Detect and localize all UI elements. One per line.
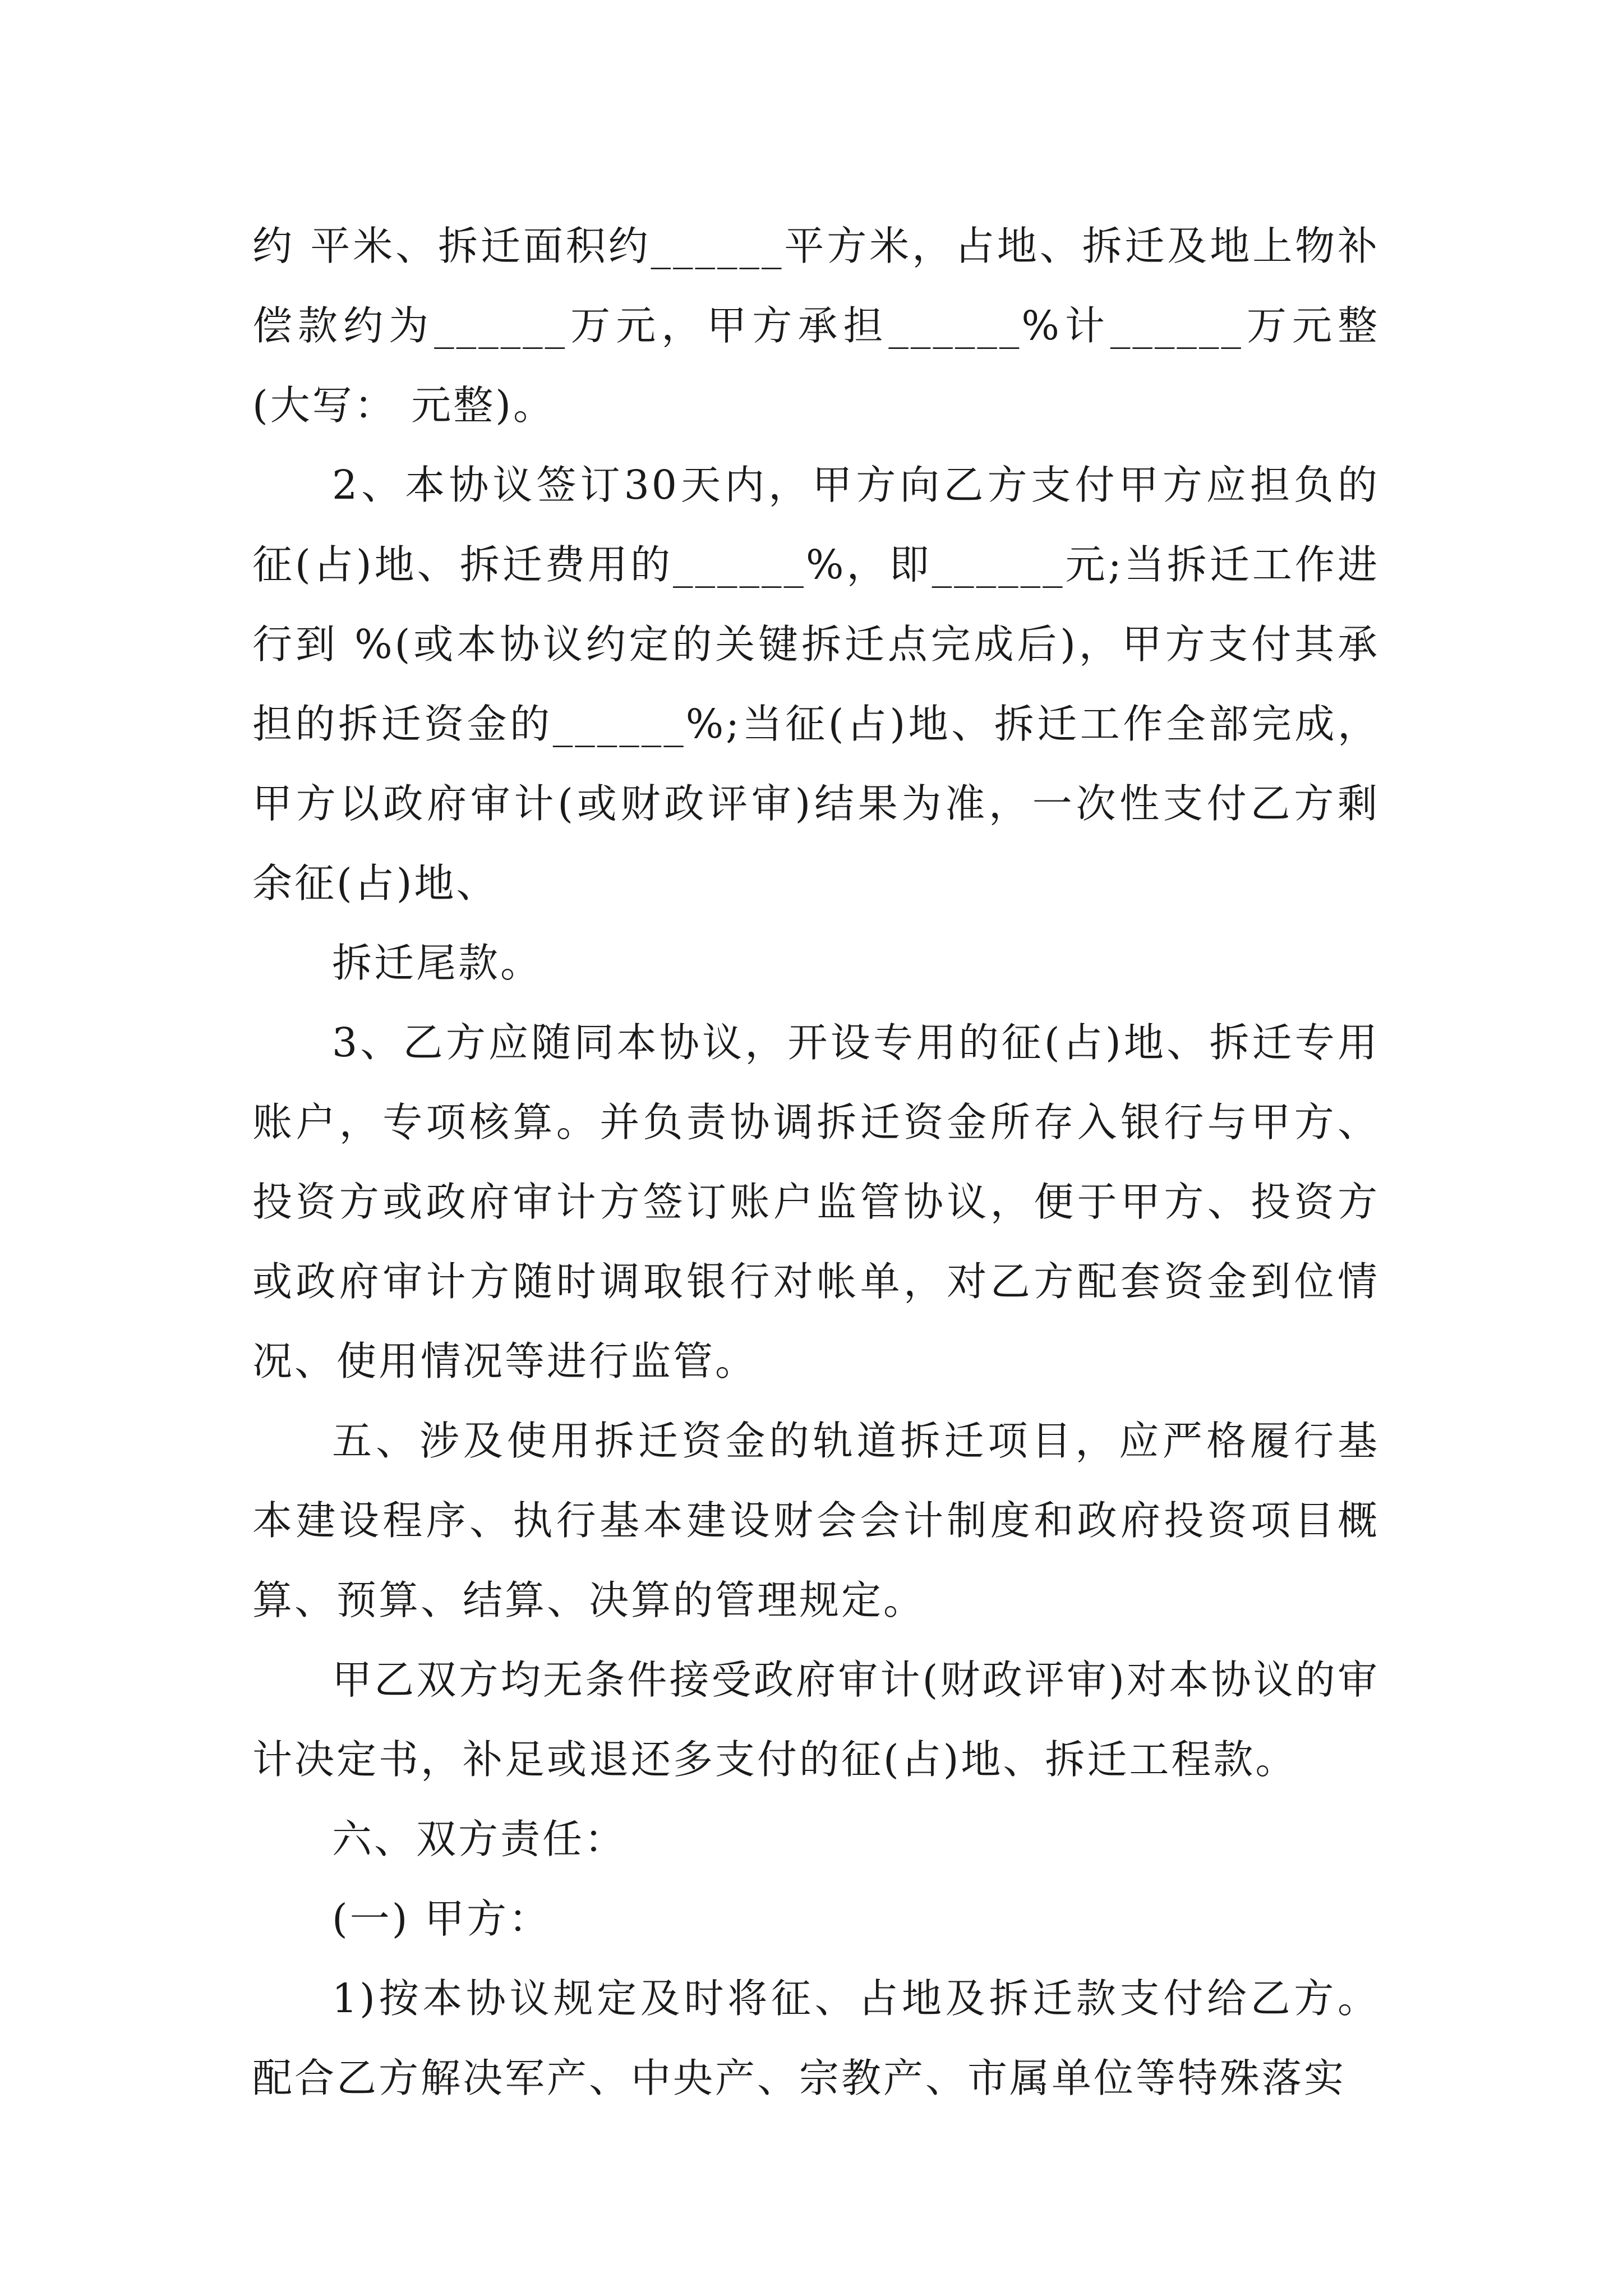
document-body xyxy=(252,206,1380,2118)
paragraph-section-five: 五、涉及使用拆迁资金的轨道拆迁项目，应严格履行基本建设程序、执行基本建设财会会计制度和政府投资项目概算、预算、结算、决算的管理规定。 xyxy=(252,1418,1380,1623)
heading-section-six: 六、双方责任： xyxy=(332,1816,627,1862)
paragraph-party-a-duty-1: 1)按本协议规定及时将征、占地及拆迁款支付给乙方。配合乙方解决军产、中央产、宗教产、市属单位等特殊落实 xyxy=(252,1975,1380,2101)
paragraph-audit-acceptance: 甲乙双方均无条件接受政府审计(财政评审)对本协议的审计决定书，补足或退还多支付的征(占)地、拆迁工程款。 xyxy=(252,1657,1380,1783)
heading-party-a: (一) 甲方： xyxy=(332,1895,551,1942)
paragraph-payment-schedule: 2、本协议签订30天内，甲方向乙方支付甲方应担负的征(占)地、拆迁费用的______%，即______元;当拆迁工作进行到 %(或本协议约定的关键拆迁点完成后)，甲方支付其承担的拆迁资金的______%;当征(占)地、拆迁工作全部完成，甲方以政府审计(或财政评审)结果为准，一次性支付乙方剩余征(占)地、 xyxy=(252,462,1380,907)
paragraph-final-payment: 拆迁尾款。 xyxy=(332,940,543,986)
paragraph-compensation-amount: 约 平米、拆迁面积约______平方米，占地、拆迁及地上物补偿款约为______万元，甲方承担______%计______万元整(大写： 元整)。 xyxy=(252,223,1380,429)
paragraph-dedicated-account: 3、乙方应随同本协议，开设专用的征(占)地、拆迁专用账户，专项核算。并负责协调拆迁资金所存入银行与甲方、投资方或政府审计方签订账户监管协议，便于甲方、投资方或政府审计方随时调取银行对帐单，对乙方配套资金到位情况、使用情况等进行监管。 xyxy=(252,1019,1380,1384)
